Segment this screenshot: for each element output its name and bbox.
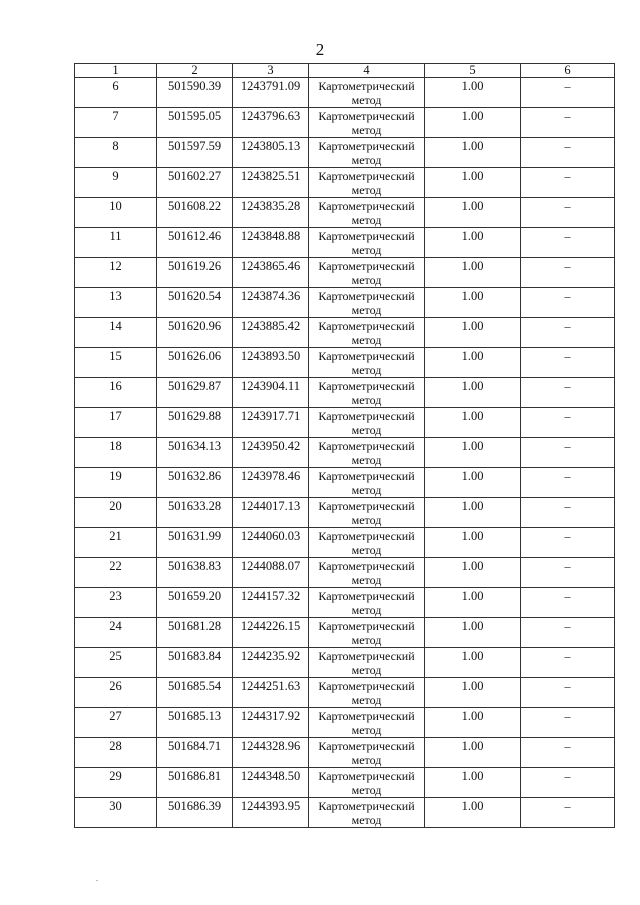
table-row	[75, 678, 615, 708]
accuracy-cell: 1.00	[425, 708, 521, 738]
x-coordinate-cell: 501612.46	[157, 228, 233, 258]
table-row	[75, 378, 615, 408]
y-coordinate-cell: 1244157.32	[233, 588, 309, 618]
method-cell: Картометрический метод	[309, 438, 425, 468]
accuracy-cell: 1.00	[425, 318, 521, 348]
accuracy-cell: 1.00	[425, 198, 521, 228]
x-coordinate-cell: 501634.13	[157, 438, 233, 468]
note-cell: –	[521, 708, 615, 738]
y-coordinate-cell: 1243825.51	[233, 168, 309, 198]
y-coordinate-cell: 1243835.28	[233, 198, 309, 228]
table-row	[75, 558, 615, 588]
note-cell: –	[521, 738, 615, 768]
method-cell: Картометрический метод	[309, 558, 425, 588]
y-coordinate-cell: 1244251.63	[233, 678, 309, 708]
note-cell: –	[521, 168, 615, 198]
coordinates-table	[74, 63, 615, 828]
accuracy-cell: 1.00	[425, 558, 521, 588]
point-number-cell: 8	[75, 138, 157, 168]
column-header-4: 4	[309, 64, 425, 78]
method-cell: Картометрический метод	[309, 318, 425, 348]
method-cell: Картометрический метод	[309, 678, 425, 708]
note-cell: –	[521, 378, 615, 408]
table-row	[75, 798, 615, 828]
y-coordinate-cell: 1243874.36	[233, 288, 309, 318]
accuracy-cell: 1.00	[425, 678, 521, 708]
point-number-cell: 12	[75, 258, 157, 288]
table-row	[75, 438, 615, 468]
y-coordinate-cell: 1243848.88	[233, 228, 309, 258]
note-cell: –	[521, 438, 615, 468]
accuracy-cell: 1.00	[425, 648, 521, 678]
point-number-cell: 17	[75, 408, 157, 438]
method-cell: Картометрический метод	[309, 768, 425, 798]
y-coordinate-cell: 1244060.03	[233, 528, 309, 558]
table-row	[75, 108, 615, 138]
column-header-3: 3	[233, 64, 309, 78]
note-cell: –	[521, 798, 615, 828]
y-coordinate-cell: 1244328.96	[233, 738, 309, 768]
y-coordinate-cell: 1244226.15	[233, 618, 309, 648]
method-cell: Картометрический метод	[309, 498, 425, 528]
method-cell: Картометрический метод	[309, 198, 425, 228]
y-coordinate-cell: 1244017.13	[233, 498, 309, 528]
x-coordinate-cell: 501638.83	[157, 558, 233, 588]
point-number-cell: 27	[75, 708, 157, 738]
accuracy-cell: 1.00	[425, 528, 521, 558]
point-number-cell: 11	[75, 228, 157, 258]
point-number-cell: 10	[75, 198, 157, 228]
point-number-cell: 24	[75, 618, 157, 648]
point-number-cell: 14	[75, 318, 157, 348]
accuracy-cell: 1.00	[425, 348, 521, 378]
x-coordinate-cell: 501659.20	[157, 588, 233, 618]
method-cell: Картометрический метод	[309, 258, 425, 288]
point-number-cell: 9	[75, 168, 157, 198]
x-coordinate-cell: 501629.88	[157, 408, 233, 438]
table-body	[75, 78, 615, 828]
point-number-cell: 15	[75, 348, 157, 378]
table-row	[75, 78, 615, 108]
method-cell: Картометрический метод	[309, 228, 425, 258]
point-number-cell: 20	[75, 498, 157, 528]
x-coordinate-cell: 501602.27	[157, 168, 233, 198]
note-cell: –	[521, 318, 615, 348]
accuracy-cell: 1.00	[425, 168, 521, 198]
x-coordinate-cell: 501683.84	[157, 648, 233, 678]
note-cell: –	[521, 348, 615, 378]
note-cell: –	[521, 558, 615, 588]
method-cell: Картометрический метод	[309, 798, 425, 828]
note-cell: –	[521, 588, 615, 618]
y-coordinate-cell: 1243904.11	[233, 378, 309, 408]
method-cell: Картометрический метод	[309, 528, 425, 558]
table-header	[75, 64, 615, 78]
x-coordinate-cell: 501595.05	[157, 108, 233, 138]
point-number-cell: 28	[75, 738, 157, 768]
point-number-cell: 22	[75, 558, 157, 588]
x-coordinate-cell: 501597.59	[157, 138, 233, 168]
y-coordinate-cell: 1244393.95	[233, 798, 309, 828]
method-cell: Картометрический метод	[309, 708, 425, 738]
point-number-cell: 30	[75, 798, 157, 828]
table-row	[75, 198, 615, 228]
x-coordinate-cell: 501620.54	[157, 288, 233, 318]
note-cell: –	[521, 408, 615, 438]
y-coordinate-cell: 1243805.13	[233, 138, 309, 168]
table-row	[75, 168, 615, 198]
note-cell: –	[521, 618, 615, 648]
y-coordinate-cell: 1243791.09	[233, 78, 309, 108]
x-coordinate-cell: 501684.71	[157, 738, 233, 768]
accuracy-cell: 1.00	[425, 138, 521, 168]
x-coordinate-cell: 501632.86	[157, 468, 233, 498]
point-number-cell: 16	[75, 378, 157, 408]
y-coordinate-cell: 1244317.92	[233, 708, 309, 738]
x-coordinate-cell: 501686.81	[157, 768, 233, 798]
table-row	[75, 408, 615, 438]
table-row	[75, 708, 615, 738]
y-coordinate-cell: 1243796.63	[233, 108, 309, 138]
point-number-cell: 29	[75, 768, 157, 798]
accuracy-cell: 1.00	[425, 378, 521, 408]
y-coordinate-cell: 1243978.46	[233, 468, 309, 498]
x-coordinate-cell: 501619.26	[157, 258, 233, 288]
y-coordinate-cell: 1243893.50	[233, 348, 309, 378]
table-row	[75, 348, 615, 378]
x-coordinate-cell: 501626.06	[157, 348, 233, 378]
note-cell: –	[521, 528, 615, 558]
table-row	[75, 468, 615, 498]
point-number-cell: 13	[75, 288, 157, 318]
table-row	[75, 618, 615, 648]
note-cell: –	[521, 228, 615, 258]
note-cell: –	[521, 648, 615, 678]
point-number-cell: 21	[75, 528, 157, 558]
note-cell: –	[521, 768, 615, 798]
accuracy-cell: 1.00	[425, 798, 521, 828]
point-number-cell: 19	[75, 468, 157, 498]
accuracy-cell: 1.00	[425, 108, 521, 138]
x-coordinate-cell: 501629.87	[157, 378, 233, 408]
table-row	[75, 528, 615, 558]
x-coordinate-cell: 501681.28	[157, 618, 233, 648]
x-coordinate-cell: 501685.13	[157, 708, 233, 738]
point-number-cell: 25	[75, 648, 157, 678]
accuracy-cell: 1.00	[425, 738, 521, 768]
method-cell: Картометрический метод	[309, 618, 425, 648]
accuracy-cell: 1.00	[425, 228, 521, 258]
y-coordinate-cell: 1244235.92	[233, 648, 309, 678]
column-header-2: 2	[157, 64, 233, 78]
method-cell: Картометрический метод	[309, 348, 425, 378]
accuracy-cell: 1.00	[425, 588, 521, 618]
table-row	[75, 738, 615, 768]
note-cell: –	[521, 468, 615, 498]
accuracy-cell: 1.00	[425, 78, 521, 108]
note-cell: –	[521, 258, 615, 288]
x-coordinate-cell: 501608.22	[157, 198, 233, 228]
point-number-cell: 18	[75, 438, 157, 468]
method-cell: Картометрический метод	[309, 648, 425, 678]
scan-speck	[96, 880, 98, 881]
method-cell: Картометрический метод	[309, 78, 425, 108]
point-number-cell: 23	[75, 588, 157, 618]
method-cell: Картометрический метод	[309, 288, 425, 318]
note-cell: –	[521, 288, 615, 318]
method-cell: Картометрический метод	[309, 408, 425, 438]
note-cell: –	[521, 138, 615, 168]
point-number-cell: 6	[75, 78, 157, 108]
column-header-5: 5	[425, 64, 521, 78]
method-cell: Картометрический метод	[309, 378, 425, 408]
point-number-cell: 7	[75, 108, 157, 138]
method-cell: Картометрический метод	[309, 588, 425, 618]
note-cell: –	[521, 678, 615, 708]
accuracy-cell: 1.00	[425, 768, 521, 798]
accuracy-cell: 1.00	[425, 498, 521, 528]
column-header-6: 6	[521, 64, 615, 78]
method-cell: Картометрический метод	[309, 108, 425, 138]
y-coordinate-cell: 1244348.50	[233, 768, 309, 798]
column-header-1: 1	[75, 64, 157, 78]
table-row	[75, 258, 615, 288]
method-cell: Картометрический метод	[309, 468, 425, 498]
page-number: 2	[315, 40, 325, 59]
y-coordinate-cell: 1243865.46	[233, 258, 309, 288]
note-cell: –	[521, 498, 615, 528]
accuracy-cell: 1.00	[425, 468, 521, 498]
x-coordinate-cell: 501686.39	[157, 798, 233, 828]
x-coordinate-cell: 501590.39	[157, 78, 233, 108]
header-row	[75, 64, 615, 78]
accuracy-cell: 1.00	[425, 258, 521, 288]
method-cell: Картометрический метод	[309, 138, 425, 168]
table-row	[75, 588, 615, 618]
point-number-cell: 26	[75, 678, 157, 708]
accuracy-cell: 1.00	[425, 288, 521, 318]
x-coordinate-cell: 501633.28	[157, 498, 233, 528]
table-row	[75, 288, 615, 318]
accuracy-cell: 1.00	[425, 618, 521, 648]
accuracy-cell: 1.00	[425, 438, 521, 468]
table-row	[75, 138, 615, 168]
x-coordinate-cell: 501620.96	[157, 318, 233, 348]
table-row	[75, 768, 615, 798]
table-row	[75, 648, 615, 678]
accuracy-cell: 1.00	[425, 408, 521, 438]
table-row	[75, 318, 615, 348]
y-coordinate-cell: 1243885.42	[233, 318, 309, 348]
method-cell: Картометрический метод	[309, 168, 425, 198]
note-cell: –	[521, 108, 615, 138]
note-cell: –	[521, 198, 615, 228]
y-coordinate-cell: 1244088.07	[233, 558, 309, 588]
y-coordinate-cell: 1243950.42	[233, 438, 309, 468]
method-cell: Картометрический метод	[309, 738, 425, 768]
table-row	[75, 498, 615, 528]
y-coordinate-cell: 1243917.71	[233, 408, 309, 438]
x-coordinate-cell: 501685.54	[157, 678, 233, 708]
note-cell: –	[521, 78, 615, 108]
table-row	[75, 228, 615, 258]
x-coordinate-cell: 501631.99	[157, 528, 233, 558]
